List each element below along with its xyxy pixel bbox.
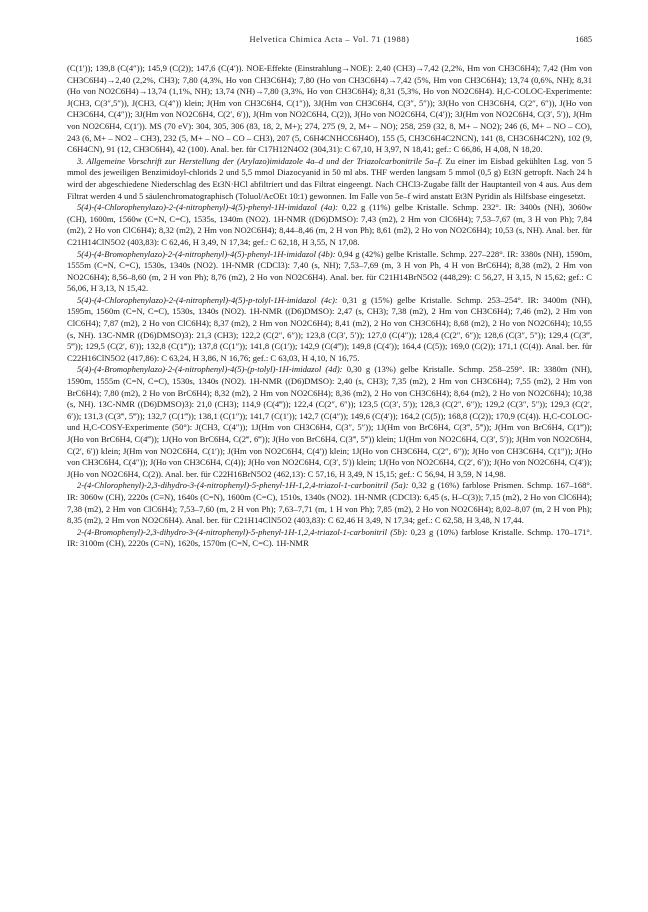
running-header — [67, 34, 592, 46]
compound-paragraph-4a — [67, 202, 592, 248]
compound-heading: 5(4)-(4-Bromophenylazo)-2-(4-nitrophenyl)-4(5)-(p-tolyl)-1H-imidazol (4d): — [77, 364, 343, 375]
compound-paragraph-4d — [67, 364, 592, 480]
journal-page — [67, 34, 592, 550]
page-number: 1685 — [575, 35, 592, 44]
paragraph-text: 0,30 g (13%) gelbe Kristalle. Schmp. 258–259°. IR: 3380m (NH), 1590m, 1555m (C=N, C=C), 1530s, 1340s (NO2). 1H-NMR ((D6)DMSO): 2,40 (s, CH3); 7,35 (m2), 2 Hm von CH3C6H4); 7,55 (m2), 2 Hm von BrC6H4); 7,80 (m2), 2 Ho von BrC6H4); 8,32 (m2), 2 Hm von NO2C6H4); 8,36 (m2), 2 Ho von CH3C6H4); 8,64 (m2), 2 Ho von NO2C6H4); 10,38 (s, NH). 13C-NMR ((D6)DMSO)3): 21,0 (CH3); 114,9 (C(4‴)); 122,4 (C(2″, 6″)); 123,5 (C(3′, 5′)); 128,3 (C(2″, 6″)); 129,2 (C(3″, 5″)); 129,3 (C(2′, 6′)); 131,3 (C(3‴, 5‴)); 132,7 (C(1‴)); 138,1 (C(1″)); 141,7 (C(1′)); 142,7 (C(4″)); 149,6 (C(4′)); 164,2 (C(5)); 168,8 (C(2)); 170,9 (C(4)). H,C-COLOC- und H,C-COSY-Experimente (50°): J(CH3, C(4″)); 1J(Hm von CH3C6H4, C(3″, 5″)); 1J(Hm von BrC6H4, C(3‴, 5‴)); J(Hm von BrC6H4, C(1‴)); J(Ho von BrC6H4, C(4‴)); 1J(Ho von BrC6H4, C(2‴, 6‴)); J(Ho von BrC6H4, C(3‴, 5‴)) klein; 1J(Hm von NO2C6H4, C(3′, 5′)); J(Hm von NO2C6H4, C(2′, 6′)) klein; J(Hm von NO2C6H4, C(1′)); J(Hm von NO2C6H4, C(4′)) klein; 1J(Ho von CH3C6H4, C(2″, 6″)); J(Ho von CH3C6H4, C(1″)); J(Ho von CH3C6H4, C(4″)); J(Ho von CH3C6H4, C(4)); J(Ho von NO2C6H4, C(3′, 5′)) klein; 1J(Ho von NO2C6H4, C(2′, 6′)); J(Ho von NO2C6H4, C(4′)); J(Ho von NO2C6H4, C(2)). Anal. ber. für C22H16BrN5O2 (462,13): C 57,16, H 3,49, N 15,15; gef.: C 56,94, H 3,59, N 14,98. — [67, 364, 593, 479]
paragraph-text: 0,94 g (42%) gelbe Kristalle. Schmp. 227–228°. IR: 3380s (NH), 1590m, 1555m (C=N, C=C), 1530s, 1340s (NO2). 1H-NMR (CDCl3): 7,40 (s, NH); 7,53–7,69 (m, 3 H von Ph, 4 H von BrC6H4); 8,38 (m2), 2 Hm von NO2C6H4); 8,56–8,60 (m, 2 H von Ph); 8,76 (m2), 2 Ho von NO2C6H4). Anal. ber. für C21H14BrN5O2 (448,29): C 56,27, H 3,15, N 15,62; gef.: C 56,06, H 3,13, N 15,42. — [67, 248, 593, 294]
paragraph-text: 0,23 g (10%) farblose Kristalle. Schmp. 170–171°. IR: 3100m (CH), 2220s (C≡N), 1620s, 1570m (C=N, C=C). 1H-NMR — [67, 526, 592, 549]
general-procedure-paragraph — [67, 156, 592, 202]
compound-heading: 5(4)-(4-Bromophenylazo)-2-(4-nitrophenyl)-4(5)-phenyl-1H-imidazol (4b): — [77, 248, 336, 259]
journal-title: Helvetica Chimica Acta – Vol. 71 (1988) — [249, 35, 410, 44]
compound-paragraph-5b — [67, 527, 592, 550]
compound-heading: 5(4)-(4-Chlorophenylazo)-2-(4-nitrophenyl)-4(5)-phenyl-1H-imidazol (4a): — [77, 202, 339, 213]
paragraph-text: 0,22 g (11%) gelbe Kristalle. Schmp. 232°. IR: 3400s (NH), 3060w (CH), 1600m, 1560w (C=N, C=C), 1535s, 1340m (NO2). 1H-NMR ((D6)DMSO): 7,43 (m2), 2 Hm von ClC6H4); 7,53–7,67 (m, 3 H von Ph); 7,84 (m2), 2 Ho von ClC6H4); 8,32 (m2), 2 Hm von NO2C6H4); 8,44–8,46 (m, 2 H von Ph); 8,61 (m2), 2 Ho von NO2C6H4); 10,53 (s, NH). Anal. ber. für C21H14ClN5O2 (403,83): C 62,46, H 3,49, N 17,34; gef.: C 62,18, H 3,55, N 17,08. — [67, 202, 592, 247]
compound-paragraph-4c — [67, 295, 592, 365]
paragraph-text: 0,31 g (15%) gelbe Kristalle. Schmp. 253–254°. IR: 3400m (NH), 1595m, 1560m (C=N, C=C), 1530s, 1340s (NO2). 1H-NMR ((D6)DMSO): 2,47 (s, CH3); 7,38 (m2), 2 Hm von CH3C6H4); 7,46 (m2), 2 Hm von ClC6H4); 7,87 (m2), 2 Ho von ClC6H4); 8,37 (m2), 2 Hm von NO2C6H4); 8,41 (m2), 2 Ho von CH3C6H4); 8,68 (m2), 2 Ho von NO2C6H4); 10,55 (s, NH). 13C-NMR ((D6)DMSO)3): 21,3 (CH3); 122,2 (C(2″, 6″)); 123,8 (C(3′, 5′)); 127,0 (C(4″)); 128,4 (C(2″, 6″)); 128,6 (C(3″, 5″)); 129,4 (C(3‴, 5‴)); 129,5 (C(2′, 6′)); 132,8 (C(1‴)); 137,8 (C(1″)); 141,8 (C(1′)); 142,9 (C(4‴)); 149,8 (C(4′)); 164,4 (C(5)); 169,0 (C(2)); 171,1 (C(4)). Anal. ber. für C22H16ClN5O2 (417,86): C 63,24, H 3,86, N 16,76; gef.: C 63,03, H 4,10, N 16,75. — [67, 294, 593, 363]
procedure-heading: 3. Allgemeine Vorschrift zur Herstellung der (Arylazo)imidazole 4a–d und der Triazolcarbonitrile 5a–f. — [77, 155, 443, 166]
compound-heading: 5(4)-(4-Chlorophenylazo)-2-(4-nitrophenyl)-4(5)-p-tolyl-1H-imidazol (4c): — [77, 294, 338, 305]
paragraph-text: Zu einer im Eisbad gekühlten Lsg. von 5 mmol des jeweiligen Benzimidoyl-chlorids 2 und 5,5 mmol Diazocyanid in 50 ml abs. THF werden langsam 5 mmol (0,5 g) Et3N getropft. Nach 24 h wird der abgeschiedene Niederschlag des Et3N·HCl abfiltriert und das Filtrat eingeengt. Nach CHCl3-Zugabe fällt der Hauptanteil von 4 aus. Aus dem Filtrat werden 4 und 5 säulenchromatographisch (Toluol/AcOEt 10:1) gewonnen. Im Falle von 5e–f wird anstatt Et3N Pyridin als Hilfsbase eingesetzt. — [67, 155, 592, 201]
compound-heading: 2-(4-Chlorophenyl)-2,3-dihydro-3-(4-nitrophenyl)-5-phenyl-1H-1,2,4-triazol-1-carbonitril (5a): — [77, 480, 409, 491]
nmr-continuation-paragraph — [67, 63, 592, 156]
paragraph-text: (C(1′)); 139,8 (C(4″)); 145,9 (C(2)); 147,6 (C(4′)). NOE-Effekte (Einstrahlung→NOE): 2,40 (CH3)→7,42 (2,2%, Hm von CH3C6H4); 7,42 (Hm von CH3C6H4)→2,40 (2,2%, CH3); 7,80 (4,3%, Ho von CH3C6H4); 7,80 (Ho von CH3C6H4)→7,42 (5%, Hm von CH3C6H4); 13,74 (0,6%, NH); 8,31 (Ho von NO2C6H4)→13,74 (1,1%, NH); 13,74 (NH)→7,80 (3,3%, Ho von CH3C6H4); 8,31 (5,3%, Ho von NO2C6H4). H,C-COLOC-Experimente: J(CH3, C(3″,5″)), J(CH3, C(4″)) klein; J(Hm von CH3C6H4, C(1″)), 3J(Hm von CH3C6H4, C(3″, 5″)); 3J(Ho von CH3C6H4, C(2″, 6″)), J(Ho von CH3C6H4, C(4″)); 3J(Hm von NO2C6H4, C(2′, 6′)), J(Hm von NO2C6H4, C(2)), J(Ho von NO2C6H4, C(4′)); 3J(Hm von NO2C6H4, C(3′, 5′)), J(Hm von NO2C6H4, C(1′)). MS (70 eV): 304, 305, 306 (83, 18, 2, M+); 274, 275 (9, 2, M+ – NO); 258, 259 (32, 8, M+ – NO2); 246 (6, M+ – NO – CO), 243 (6, M+ – NO2 – CH3), 232 (5, M+ – NO – CO – CH3), 207 (5, C6H4CNHCC6H4O), 155 (5, CH3C6H4C2NCN), 141 (8, CH3C6H4C2N), 102 (9, C6H4CN), 91 (12, CH3C6H4), 42 (100). Anal. ber. für C17H12N4O2 (304,31): C 67,10, H 3,97, N 18,41; gef.: C 66,86, H 4,08, N 18,20. — [67, 63, 592, 155]
compound-heading: 2-(4-Bromophenyl)-2,3-dihydro-3-(4-nitrophenyl)-5-phenyl-1H-1,2,4-triazol-1-carbonitril (5b): — [77, 526, 408, 537]
compound-paragraph-4b — [67, 249, 592, 295]
paragraph-text: 0,32 g (16%) farblose Prismen. Schmp. 167–168°. IR: 3060w (CH), 2220s (C≡N), 1640s (C=N), 1600m (C=C), 1510s, 1340s (NO2). 1H-NMR (CDCl3): 6,45 (s, H–C(3)); 7,15 (m2), 2 Ho von ClC6H4); 7,38 (m2), 2 Hm von ClC6H4); 7,53–7,60 (m, 2 H von Ph); 7,63–7,71 (m, 1 H von Ph); 7,85 (m2), 2 Ho von NO2C6H4); 8,02–8,07 (m, 2 H von Ph); 8,35 (m2), 2 Hm von NO2C6H4). Anal. ber. für C21H14ClN5O2 (403,83): C 62,46 H 3,49, N 17,34; gef.: C 62,58, H 3,48, N 17,44. — [67, 480, 592, 526]
compound-paragraph-5a — [67, 480, 592, 526]
